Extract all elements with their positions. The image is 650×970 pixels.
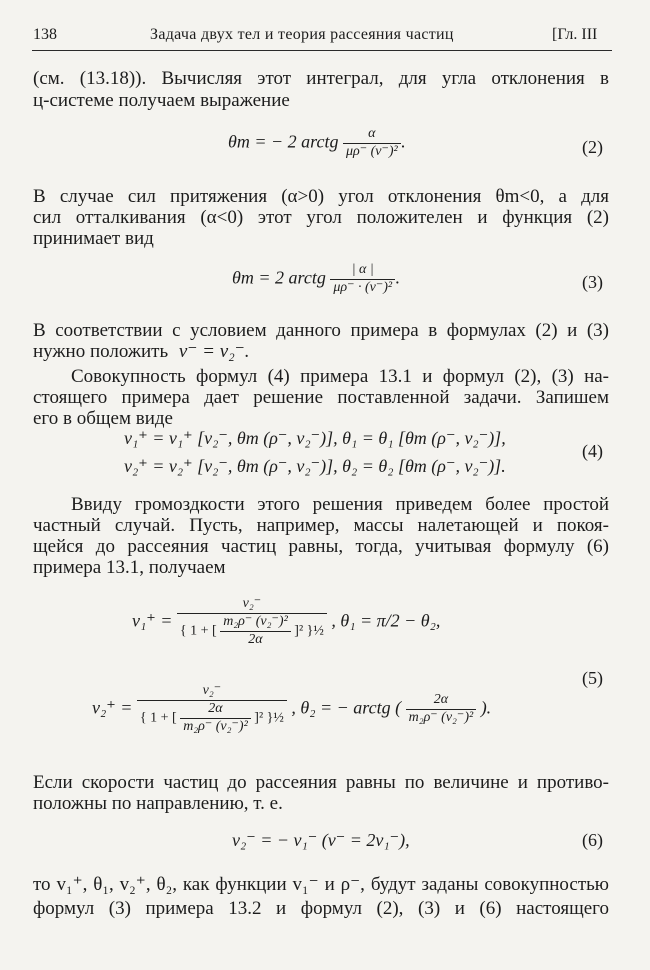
- eq2-tail: .: [400, 131, 406, 152]
- text-line: частный случай. Пусть, например, массы налетающей и покоя-: [33, 515, 609, 536]
- text-segment: нужно положить: [33, 341, 169, 362]
- eq5-row1-rhs: , θ₁ = π/2 − θ₂,: [331, 610, 441, 631]
- eq5-row1-num: v₂⁻: [177, 596, 327, 614]
- eq5-row1-lhs: v₁⁺ =: [132, 610, 173, 631]
- equation-3: [232, 262, 400, 297]
- eq5-row1: [132, 596, 440, 648]
- equation-6: v₂⁻ = − v₁⁻ (v⁻ = 2v₁⁻),: [232, 830, 410, 850]
- eq5-row1-inner-num: m₂ρ⁻ (v₂⁻)²: [220, 614, 291, 632]
- text-line: [33, 341, 250, 363]
- eq2-tag: (2): [582, 137, 603, 157]
- eq4-row1: v₁⁺ = v₁⁺ [v₂⁻, θm (ρ⁻, v₂⁻)], θ₁ = θ₁ [θm (ρ⁻, v₂⁻)],: [124, 428, 506, 448]
- running-title: Задача двух тел и теория рассеяния частиц: [150, 26, 454, 43]
- text-line: сил отталкивания (α<0) этот угол положителен и функция (2): [33, 207, 609, 228]
- eq5-row2-den-b: ]² }½: [254, 710, 284, 726]
- eq2-fraction: [343, 126, 401, 161]
- eq5-row2-fraction: [137, 683, 287, 735]
- text-line: щейся до рассеяния частиц равны, тогда, учитывая формулу (6): [33, 536, 609, 557]
- text-line: стоящего примера дает решение поставленной задачи. Запишем: [33, 387, 609, 408]
- eq4-row2: v₂⁺ = v₂⁺ [v₂⁻, θm (ρ⁻, v₂⁻)], θ₂ = θ₂ [θm (ρ⁻, v₂⁻)].: [124, 456, 506, 476]
- eq5-row2-rhs-frac: [406, 692, 477, 727]
- eq2-num: α: [343, 126, 401, 144]
- eq5-row2-rhs-num: 2α: [406, 692, 477, 710]
- eq5-row2-rhs-b: ).: [480, 697, 492, 718]
- eq5-row1-fraction: [177, 596, 327, 648]
- eq5-tag: (5): [582, 668, 603, 688]
- chapter-label: [Гл. III: [552, 26, 598, 43]
- text-line: ц-системе получаем выражение: [33, 90, 290, 111]
- eq5-row2-num: v₂⁻: [137, 683, 287, 701]
- eq5-row1-inner-den: 2α: [248, 631, 263, 647]
- eq3-den: μρ⁻ · (v⁻)²: [333, 279, 393, 295]
- text-line: Совокупность формул (4) примера 13.1 и формул (2), (3) на-: [71, 366, 609, 387]
- text-line: примера 13.1, получаем: [33, 557, 226, 578]
- eq5-row1-inner-frac: [220, 614, 291, 649]
- eq5-row1-den-a: { 1 + [: [179, 623, 217, 639]
- eq3-lhs: θm = 2 arctg: [232, 267, 326, 288]
- text-line: принимает вид: [33, 228, 154, 249]
- text-line: положны по направлению, т. е.: [33, 793, 283, 814]
- text-line: (см. (13.18)). Вычисляя этот интеграл, для угла отклонения в: [33, 68, 609, 89]
- text-line: Если скорости частиц до рассеяния равны по величине и противо-: [33, 772, 609, 793]
- eq5-row2: [92, 683, 491, 735]
- eq3-tag: (3): [582, 272, 603, 292]
- eq4-tag: (4): [582, 441, 603, 461]
- text-line: В соответствии с условием данного примера в формулах (2) и (3): [33, 320, 609, 341]
- header-rule: [32, 50, 612, 51]
- eq3-num: | α |: [330, 262, 395, 280]
- eq5-row2-inner-num: 2α: [180, 701, 251, 719]
- equation-2: [228, 126, 405, 161]
- eq5-row2-den-a: { 1 + [: [139, 710, 177, 726]
- eq3-fraction: [330, 262, 395, 297]
- eq5-row2-lhs: v₂⁺ =: [92, 697, 133, 718]
- inline-equation: v⁻ = v₂⁻.: [178, 341, 250, 362]
- eq5-row1-den: [177, 614, 327, 649]
- eq5-row1-den-b: ]² }½: [294, 623, 324, 639]
- text-line: формул (3) примера 13.2 и формул (2), (3) и (6) настоящего: [33, 898, 609, 919]
- eq3-tail: .: [395, 267, 400, 288]
- eq6-tag: (6): [582, 830, 603, 850]
- eq5-row2-rhs-a: , θ₂ = − arctg (: [291, 697, 402, 718]
- text-line: то v₁⁺, θ₁, v₂⁺, θ₂, как функции v₁⁻ и ρ⁻, будут заданы совокупностью: [33, 874, 609, 895]
- eq2-lhs: θm = − 2 arctg: [228, 131, 339, 152]
- eq5-row2-rhs-den: m₂ρ⁻ (v₂⁻)²: [408, 709, 474, 725]
- text-line: Ввиду громоздкости этого решения приведем более простой: [71, 494, 609, 515]
- text-line: его в общем виде: [33, 408, 173, 429]
- eq2-den: μρ⁻ (v⁻)²: [345, 143, 398, 159]
- eq5-row2-inner-frac: [180, 701, 251, 736]
- page-number: 138: [33, 26, 57, 43]
- eq5-row2-inner-den: m₂ρ⁻ (v₂⁻)²: [183, 718, 248, 734]
- eq5-row2-den: [137, 701, 287, 736]
- text-line: В случае сил притяжения (α>0) угол отклонения θm<0, а для: [33, 186, 609, 207]
